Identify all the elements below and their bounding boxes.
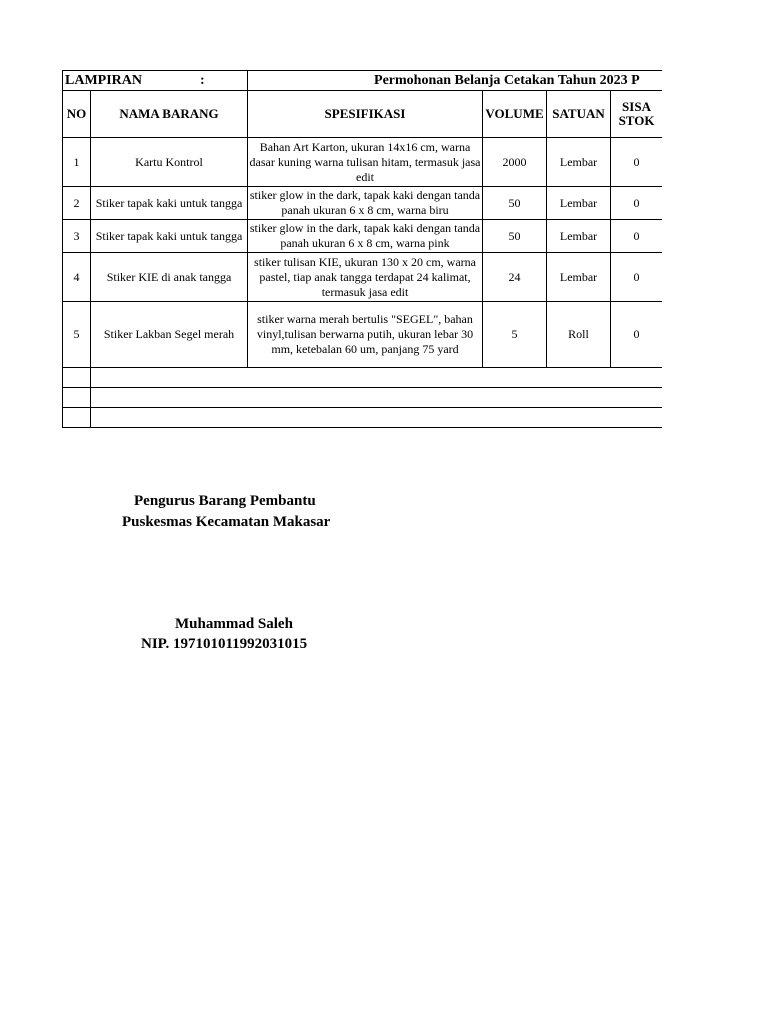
- lampiran-label: LAMPIRAN: [65, 73, 142, 88]
- signature-role-line2: Puskesmas Kecamatan Makasar: [122, 514, 331, 530]
- blank-row: [63, 388, 663, 408]
- table-row: [63, 302, 663, 368]
- cell-no: 4: [63, 253, 91, 302]
- table-row: [63, 187, 663, 220]
- blank-cell-no: [63, 368, 91, 388]
- cell-nama-barang: Stiker tapak kaki untuk tangga: [91, 187, 248, 220]
- cell-no: 5: [63, 302, 91, 368]
- cell-satuan: Lembar: [547, 187, 611, 220]
- cell-spesifikasi: Bahan Art Karton, ukuran 14x16 cm, warna dasar kuning warna tulisan hitam, termasuk jasa edit: [248, 138, 483, 187]
- cell-spesifikasi: stiker warna merah bertulis "SEGEL", bahan vinyl,tulisan berwarna putih, ukuran lebar 30 mm, ketebalan 60 um, panjang 75 yard: [248, 302, 483, 368]
- column-header-row: [63, 91, 663, 138]
- cell-volume: 5: [483, 302, 547, 368]
- blank-cell-no: [63, 408, 91, 428]
- document-title: Permohonan Belanja Cetakan Tahun 2023 P: [248, 71, 662, 91]
- cell-satuan: Roll: [547, 302, 611, 368]
- signature-name: Muhammad Saleh: [175, 616, 293, 632]
- cell-nama-barang: Stiker KIE di anak tangga: [91, 253, 248, 302]
- lampiran-table: [62, 70, 662, 428]
- col-header-spesifikasi: SPESIFIKASI: [248, 91, 483, 138]
- header-row: [63, 71, 663, 91]
- table-row: [63, 220, 663, 253]
- cell-sisa-stok: 0: [611, 187, 662, 220]
- blank-row: [63, 408, 663, 428]
- col-header-nama-barang: NAMA BARANG: [91, 91, 248, 138]
- col-header-no: NO: [63, 91, 91, 138]
- signature-role-line1: Pengurus Barang Pembantu: [134, 493, 316, 509]
- cell-no: 1: [63, 138, 91, 187]
- table-row: [63, 138, 663, 187]
- cell-satuan: Lembar: [547, 220, 611, 253]
- blank-row: [63, 368, 663, 388]
- cell-no: 2: [63, 187, 91, 220]
- cell-nama-barang: Stiker Lakban Segel merah: [91, 302, 248, 368]
- col-header-satuan: SATUAN: [547, 91, 611, 138]
- cell-sisa-stok: 0: [611, 138, 662, 187]
- blank-cell-no: [63, 388, 91, 408]
- signature-nip: NIP. 197101011992031015: [141, 636, 308, 652]
- cell-spesifikasi: stiker glow in the dark, tapak kaki dengan tanda panah ukuran 6 x 8 cm, warna pink: [248, 220, 483, 253]
- table-row: [63, 253, 663, 302]
- col-header-sisa-stok-line2: STOK: [618, 113, 655, 128]
- cell-no: 3: [63, 220, 91, 253]
- cell-satuan: Lembar: [547, 253, 611, 302]
- cell-nama-barang: Stiker tapak kaki untuk tangga: [91, 220, 248, 253]
- cell-volume: 2000: [483, 138, 547, 187]
- cell-nama-barang: Kartu Kontrol: [91, 138, 248, 187]
- cell-volume: 50: [483, 220, 547, 253]
- blank-cell: [91, 388, 663, 408]
- lampiran-label-cell: [63, 71, 248, 91]
- cell-satuan: Lembar: [547, 138, 611, 187]
- col-header-volume: VOLUME: [483, 91, 547, 138]
- col-header-sisa-stok-line1: SISA: [622, 99, 651, 114]
- cell-sisa-stok: 0: [611, 220, 662, 253]
- spreadsheet-table-area: [62, 70, 662, 432]
- cell-volume: 50: [483, 187, 547, 220]
- col-header-sisa-stok: [611, 91, 662, 138]
- cell-volume: 24: [483, 253, 547, 302]
- blank-cell: [91, 408, 663, 428]
- blank-cell: [91, 368, 663, 388]
- cell-spesifikasi: stiker tulisan KIE, ukuran 130 x 20 cm, warna pastel, tiap anak tangga terdapat 24 kalimat, termasuk jasa edit: [248, 253, 483, 302]
- lampiran-colon: :: [200, 73, 205, 88]
- cell-sisa-stok: 0: [611, 302, 662, 368]
- cell-spesifikasi: stiker glow in the dark, tapak kaki dengan tanda panah ukuran 6 x 8 cm, warna biru: [248, 187, 483, 220]
- cell-sisa-stok: 0: [611, 253, 662, 302]
